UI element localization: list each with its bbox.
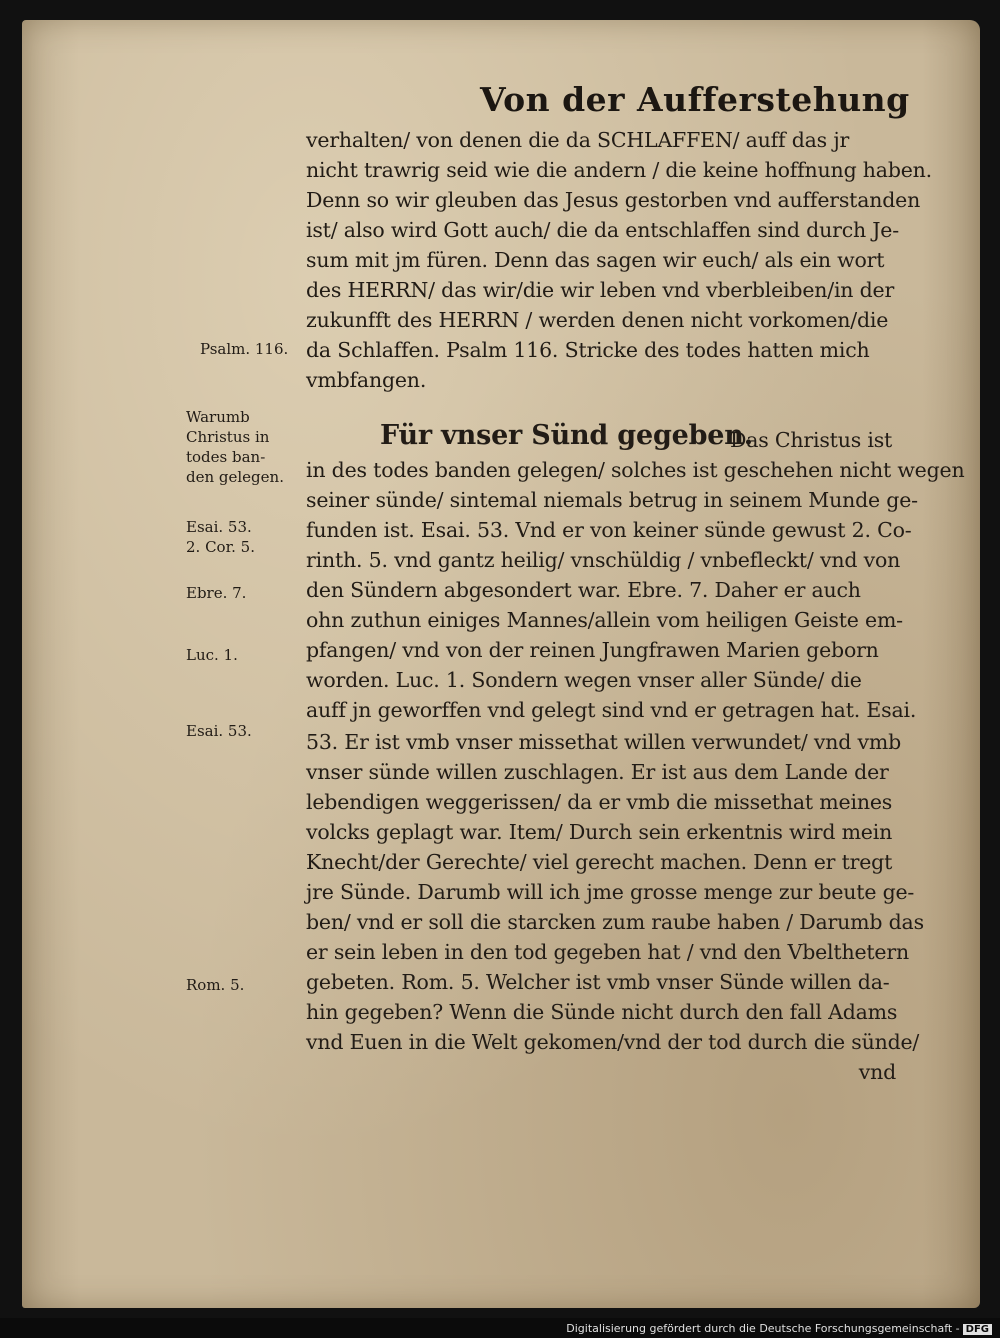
text-line: vnser sünde willen zuschlagen. Er ist aus dem Lande der [306, 760, 889, 784]
margin-note: todes ban- [186, 448, 266, 466]
text-line: des HERRN/ das wir/die wir leben vnd vberbleiben/in der [306, 278, 895, 302]
text-line: worden. Luc. 1. Sondern wegen vnser aller Sünde/ die [306, 668, 862, 692]
text-line: Knecht/der Gerechte/ viel gerecht machen. Denn er tregt [306, 850, 893, 874]
text-line: Denn so wir gleuben das Jesus gestorben vnd aufferstanden [306, 188, 921, 212]
section-heading: Für vnser Sünd gegeben. [380, 420, 753, 451]
text-line: da Schlaffen. Psalm 116. Stricke des todes hatten mich [306, 338, 870, 362]
margin-note: Warumb [186, 408, 250, 426]
margin-note: Esai. 53. [186, 722, 252, 740]
text-line: gebeten. Rom. 5. Welcher ist vmb vnser Sünde willen da- [306, 970, 890, 994]
text-line: rinth. 5. vnd gantz heilig/ vnschüldig / vnbefleckt/ vnd von [306, 548, 901, 572]
book-page [22, 20, 980, 1308]
margin-note: Luc. 1. [186, 646, 238, 664]
text-line: lebendigen weggerissen/ da er vmb die missethat meines [306, 790, 893, 814]
text-line: er sein leben in den tod gegeben hat / vnd den Vbelthetern [306, 940, 909, 964]
margin-note: 2. Cor. 5. [186, 538, 255, 556]
margin-note: Psalm. 116. [200, 340, 289, 358]
text-line: 53. Er ist vmb vnser missethat willen verwundet/ vnd vmb [306, 730, 902, 754]
text-line: vnd Euen in die Welt gekomen/vnd der tod durch die sünde/ [306, 1030, 920, 1054]
text-line: seiner sünde/ sintemal niemals betrug in seinem Munde ge- [306, 488, 918, 512]
margin-note: Esai. 53. [186, 518, 252, 536]
text-line: volcks geplagt war. Item/ Durch sein erkentnis wird mein [306, 820, 893, 844]
margin-note: Ebre. 7. [186, 584, 247, 602]
text-line: Das Christus ist [730, 428, 893, 452]
text-line: den Sündern abgesondert war. Ebre. 7. Daher er auch [306, 578, 861, 602]
running-head: Von der Aufferstehung [480, 80, 910, 119]
text-line: vmbfangen. [306, 368, 427, 392]
text-line: ohn zuthun einiges Mannes/allein vom heiligen Geiste em- [306, 608, 903, 632]
text-line: sum mit jm füren. Denn das sagen wir euch/ als ein wort [306, 248, 885, 272]
text-line: zukunfft des HERRN / werden denen nicht vorkomen/die [306, 308, 889, 332]
text-line: pfangen/ vnd von der reinen Jungfrawen Marien geborn [306, 638, 879, 662]
dfg-logo: DFG [963, 1324, 992, 1335]
text-line: hin gegeben? Wenn die Sünde nicht durch den fall Adams [306, 1000, 898, 1024]
margin-note: den gelegen. [186, 468, 284, 486]
catchword: vnd [858, 1060, 896, 1084]
credit-text: Digitalisierung gefördert durch die Deutsche Forschungsgemeinschaft - [566, 1322, 960, 1335]
text-line: nicht trawrig seid wie die andern / die keine hoffnung haben. [306, 158, 933, 182]
digitization-credit [566, 1322, 992, 1335]
text-line: ben/ vnd er soll die starcken zum raube haben / Darumb das [306, 910, 924, 934]
text-line: auff jn geworffen vnd gelegt sind vnd er getragen hat. Esai. [306, 698, 917, 722]
text-line: verhalten/ von denen die da SCHLAFFEN/ auff das jr [306, 128, 850, 152]
text-line: jre Sünde. Darumb will ich jme grosse menge zur beute ge- [306, 880, 915, 904]
text-line: ist/ also wird Gott auch/ die da entschlaffen sind durch Je- [306, 218, 899, 242]
margin-note: Christus in [186, 428, 270, 446]
text-line: in des todes banden gelegen/ solches ist geschehen nicht wegen [306, 458, 965, 482]
text-line: funden ist. Esai. 53. Vnd er von keiner sünde gewust 2. Co- [306, 518, 912, 542]
margin-note: Rom. 5. [186, 976, 245, 994]
